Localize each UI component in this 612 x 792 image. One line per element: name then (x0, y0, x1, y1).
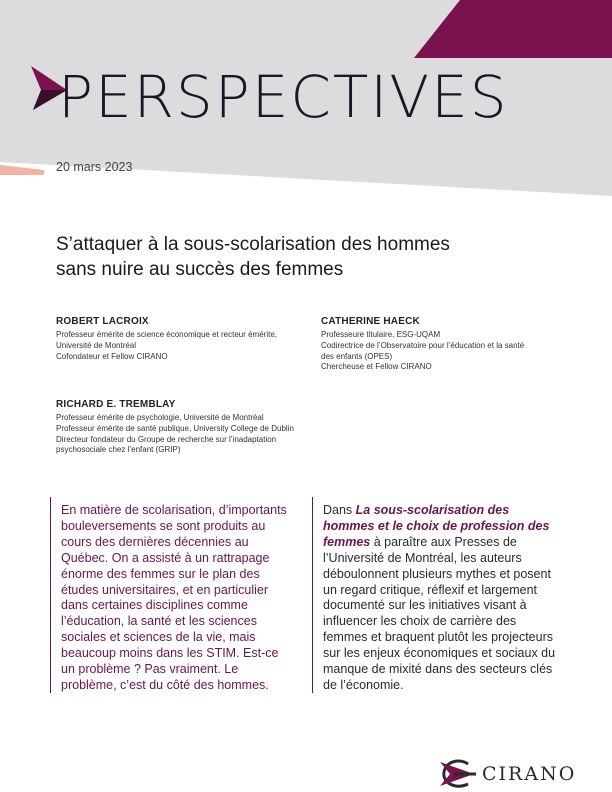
summary-column-right (312, 497, 570, 693)
author-name: RICHARD E. TREMBLAY (56, 399, 176, 410)
author-name: CATHERINE HAECK (321, 316, 420, 327)
publication-date: 20 mars 2023 (56, 160, 133, 174)
cirano-wordmark: CIRANO (482, 763, 577, 785)
author-block (56, 316, 316, 362)
author-affiliation: Codirectrice de l’Observatoire pour l’éducation et la santé (321, 340, 525, 350)
summary-intro: Dans (323, 503, 356, 517)
summary-rest: à paraître aux Presses de l’Université de Montréal, les auteurs déboulonnent plusieurs mythes et posent un regard critique, réflexif et largement documenté sur les initiatives visant à influencer les choix de carrière des femmes et braquent plutôt les projecteurs sur les enjeux économiques et sociaux du manque de mixité dans des secteurs clés de l’économie. (323, 534, 556, 692)
article-title-line-1: S’attaquer à la sous-scolarisation des hommes (56, 234, 450, 255)
author-name: ROBERT LACROIX (56, 316, 149, 327)
masthead-title: PERSPECTIVES (58, 63, 509, 131)
cirano-logo-icon (438, 758, 480, 790)
date-marker (0, 165, 44, 175)
summary-paragraph-right (323, 503, 563, 694)
author-affiliation: Cofondateur et Fellow CIRANO (56, 351, 168, 361)
author-affiliation: Professeur émérite de psychologie, Université de Montréal (56, 413, 264, 422)
author-block (56, 399, 326, 456)
author-affiliation: Professeure titulaire, ESG-UQAM (321, 330, 441, 339)
summary-column-left (50, 497, 298, 693)
author-affiliation: psychosociale chez l’enfant (GRIP) (56, 445, 181, 455)
author-block (321, 316, 571, 373)
author-affiliation: Professeur émérite de science économique et recteur émérite, (56, 330, 277, 339)
author-affiliation: Directeur fondateur du Groupe de recherche sur l’inadaptation (56, 434, 277, 444)
author-affiliation: Chercheuse et Fellow CIRANO (321, 362, 432, 372)
book-title: La sous-scolarisation des hommes et le choix de profession des femmes (323, 503, 550, 549)
author-affiliation: Professeur émérite de santé publique, University College de Dublin (56, 423, 294, 433)
article-title (56, 232, 536, 282)
summary-paragraph-left: En matière de scolarisation, d’importants bouleversements se sont produits au cours des dernières décennies au Québec. On a assisté à un rattrapage énorme des femmes sur le plan des études universitaires, et en particulier dans certaines disciplines comme l’éducation, la santé et les sciences sociales et sciences de la vie, mais beaucoup moins dans les STIM. Est-ce un problème ? Pas vraiment. Le problème, c’est du côté des hommes. (61, 503, 287, 692)
author-affiliation: Université de Montréal (56, 340, 137, 350)
cirano-logo (438, 758, 604, 790)
author-affiliation: des enfants (OPES) (321, 351, 393, 361)
article-title-line-2: sans nuire au succès des femmes (56, 259, 344, 280)
